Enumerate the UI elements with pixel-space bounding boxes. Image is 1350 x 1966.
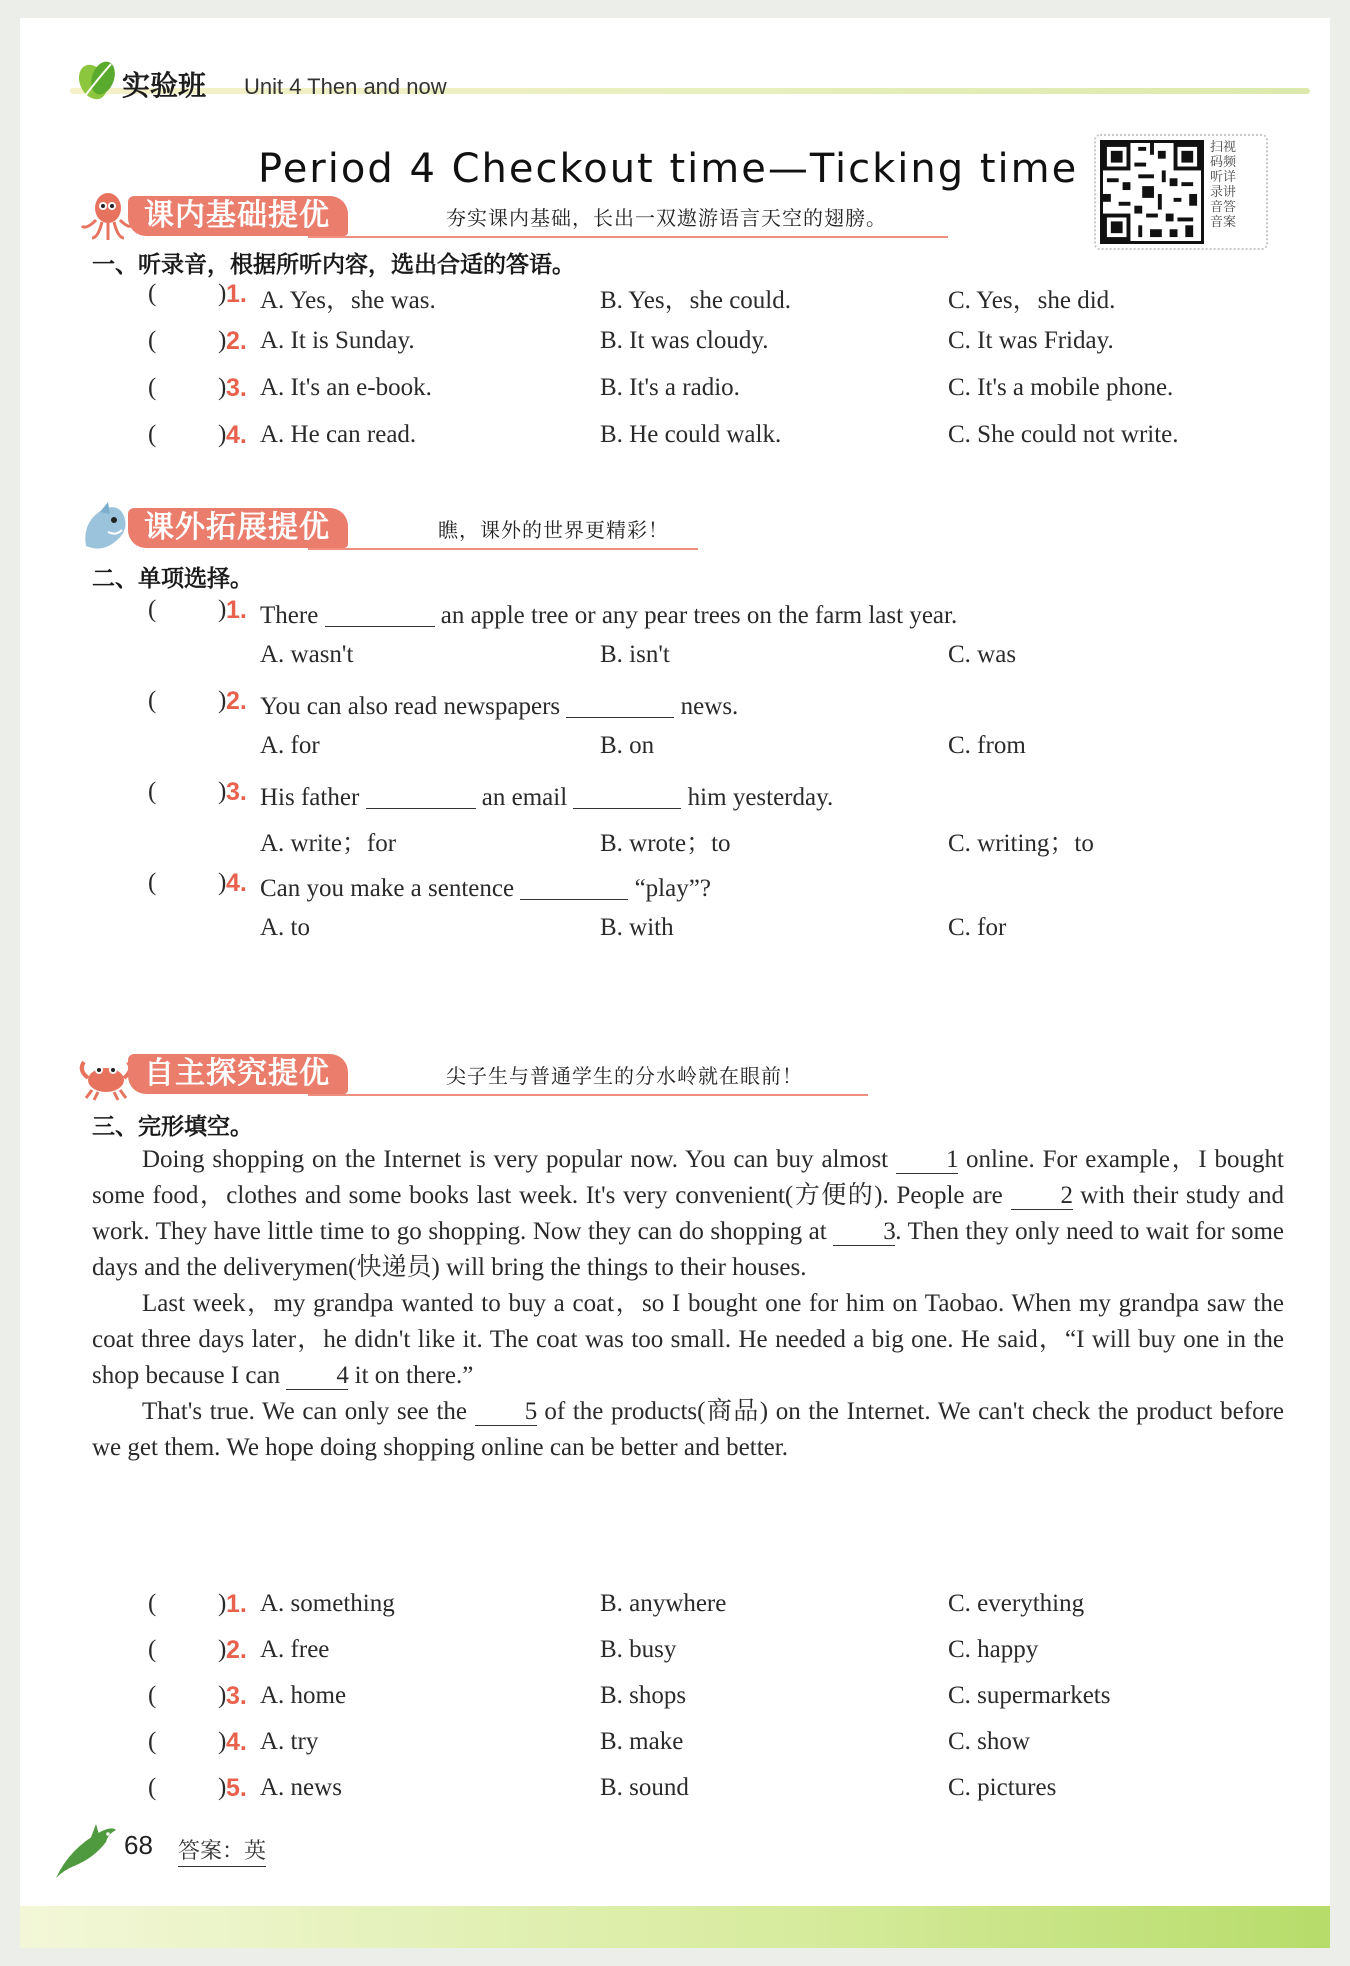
option-a[interactable]: A. Yes，she was. (260, 287, 436, 314)
section-tag: 自主探究提优 (128, 1054, 348, 1094)
qr-caption-line: 听详 (1210, 170, 1237, 185)
answer-paren-close: ) (218, 1636, 227, 1663)
question-stem (260, 596, 957, 630)
answer-paren-open[interactable]: ( (148, 1636, 157, 1663)
answer-paren-open[interactable]: ( (148, 869, 157, 896)
option-a[interactable]: A. free (260, 1636, 330, 1663)
passage-text: . Then they only need to wait for some days and the deliverymen(快递员) will bring the things to their houses. (92, 1218, 1284, 1281)
question-number: 3. (226, 374, 247, 402)
answer-paren-open[interactable]: ( (148, 687, 157, 714)
passage-text: That's true. We can only see the (142, 1398, 468, 1425)
option-b[interactable]: B. shops (600, 1682, 687, 1709)
passage-text: online. For example，I bought some food，clothes and some books last week. It's very convenient(方便的). People are (92, 1146, 1285, 1209)
qr-caption-line: 录讲 (1210, 185, 1237, 200)
qr-caption-line: 扫视 (1210, 140, 1237, 155)
answer-paren-close: ) (218, 1682, 227, 1709)
option-b[interactable]: B. Yes，she could. (600, 287, 791, 314)
question-row (20, 327, 1330, 361)
answer-blank[interactable] (566, 691, 674, 718)
option-a[interactable]: A. write；for (260, 830, 397, 857)
answer-paren-close: ) (218, 778, 227, 805)
passage-paragraph (92, 1394, 1284, 1466)
answer-paren-close: ) (218, 280, 227, 307)
question-row (20, 421, 1330, 455)
question-number: 3. (226, 778, 247, 806)
passage-text: of the products(商品) on the Internet. We can't check the product before we get them. We hope doing shopping online can be better and better. (92, 1398, 1285, 1461)
passage-paragraph (92, 1142, 1284, 1286)
answer-paren-close: ) (218, 374, 227, 401)
stem-text: Can you make a sentence (260, 875, 515, 902)
answer-paren-close: ) (218, 1774, 227, 1801)
question-row (20, 778, 1330, 812)
cloze-passage (92, 1142, 1284, 1466)
stem-text: There (260, 602, 319, 629)
section-tag: 课外拓展提优 (128, 508, 348, 548)
option-b[interactable]: B. busy (600, 1636, 677, 1663)
shark-mascot-icon (78, 502, 134, 556)
crab-mascot-icon (78, 1048, 134, 1102)
option-a[interactable]: A. home (260, 1682, 347, 1709)
footer-band (20, 1906, 1330, 1948)
stem-text: “play”? (634, 875, 711, 902)
option-b[interactable]: B. sound (600, 1774, 689, 1801)
question-stem (260, 687, 738, 721)
question-row (20, 280, 1330, 314)
qr-caption-line: 音案 (1210, 215, 1237, 230)
answer-paren-close: ) (218, 1590, 227, 1617)
option-b[interactable]: B. It was cloudy. (600, 327, 769, 354)
answer-paren-open[interactable]: ( (148, 280, 157, 307)
stem-text: an apple tree or any pear trees on the farm last year. (440, 602, 958, 629)
options-row (20, 823, 1330, 857)
options-row (20, 732, 1330, 766)
options-row (20, 641, 1330, 675)
workbook-page (20, 18, 1330, 1948)
option-a[interactable]: A. wasn't (260, 641, 354, 668)
option-a[interactable]: A. It's an e-book. (260, 374, 432, 401)
answer-label: 答案：英 (178, 1834, 266, 1867)
question-row (20, 1728, 1330, 1762)
option-b[interactable]: B. make (600, 1728, 684, 1755)
question-stem (260, 869, 711, 903)
option-b[interactable]: B. He could walk. (600, 421, 782, 448)
page-title: Period 4 Checkout time—Ticking time (258, 146, 1079, 192)
answer-paren-open[interactable]: ( (148, 1590, 157, 1617)
question-number: 2. (226, 687, 247, 715)
answer-paren-open[interactable]: ( (148, 327, 157, 354)
passage-text: Doing shopping on the Internet is very popular now. You can buy almost (142, 1146, 889, 1173)
answer-paren-open[interactable]: ( (148, 778, 157, 805)
answer-paren-close: ) (218, 1728, 227, 1755)
passage-paragraph (92, 1286, 1284, 1394)
answer-blank[interactable] (573, 782, 681, 809)
cloze-blank[interactable]: 1 (896, 1147, 958, 1174)
answer-blank[interactable] (325, 600, 435, 627)
answer-paren-close: ) (218, 687, 227, 714)
page-number: 68 (124, 1830, 153, 1860)
stem-text: an email (481, 784, 568, 811)
option-c[interactable]: C. show (948, 1728, 1030, 1755)
section-slogan: 尖子生与普通学生的分水岭就在眼前！ (446, 1064, 803, 1088)
banner-underline (308, 1094, 868, 1096)
answer-paren-close: ) (218, 869, 227, 896)
section-banner-2 (78, 508, 698, 552)
qr-caption-line: 码频 (1210, 155, 1237, 170)
section-banner-3 (78, 1054, 868, 1098)
option-c[interactable]: C. writing；to (948, 830, 1094, 857)
option-b[interactable]: B. isn't (600, 641, 670, 668)
option-c[interactable]: C. It's a mobile phone. (948, 374, 1174, 401)
answer-paren-open[interactable]: ( (148, 596, 157, 623)
passage-text: with their study and work. They have little time to go shopping. Now they can do shopping at (92, 1182, 1285, 1245)
answer-blank[interactable] (366, 782, 476, 809)
question-number: 4. (226, 1728, 247, 1756)
section-heading: 一、听录音，根据所听内容，选出合适的答语。 (92, 252, 575, 278)
question-number: 1. (226, 280, 247, 308)
qr-code-icon[interactable] (1100, 140, 1204, 244)
banner-underline (308, 236, 948, 238)
option-c[interactable]: C. She could not write. (948, 421, 1179, 448)
question-number: 5. (226, 1774, 247, 1802)
banner-underline (308, 548, 698, 550)
section-slogan: 夯实课内基础，长出一双遨游语言天空的翅膀。 (446, 206, 887, 230)
option-b[interactable]: B. It's a radio. (600, 374, 740, 401)
question-row (20, 1590, 1330, 1624)
stem-text: His father (260, 784, 360, 811)
option-a[interactable]: A. He can read. (260, 421, 417, 448)
question-row (20, 687, 1330, 721)
section-heading: 三、完形填空。 (92, 1114, 253, 1140)
question-row (20, 1774, 1330, 1808)
option-c[interactable]: C. from (948, 732, 1026, 759)
option-c[interactable]: C. for (948, 914, 1007, 941)
question-row (20, 374, 1330, 408)
question-number: 1. (226, 596, 247, 624)
option-a[interactable]: A. try (260, 1728, 319, 1755)
question-number: 4. (226, 421, 247, 449)
section-banner-1 (78, 196, 948, 240)
answer-paren-open[interactable]: ( (148, 374, 157, 401)
answer-paren-close: ) (218, 596, 227, 623)
leaf-logo-icon (75, 56, 121, 102)
cloze-blank[interactable]: 2 (1011, 1183, 1073, 1210)
answer-blank[interactable] (520, 873, 628, 900)
option-c[interactable]: C. Yes，she did. (948, 287, 1116, 314)
passage-text: Last week，my grandpa wanted to buy a coat，so I bought one for him on Taobao. When my grandpa saw the coat three days later，he didn't like it. The coat was too small. He needed a big one. He said，“I will buy one in the shop because I can (92, 1290, 1284, 1389)
option-c[interactable]: C. was (948, 641, 1017, 668)
answer-paren-open[interactable]: ( (148, 421, 157, 448)
question-number: 2. (226, 1636, 247, 1664)
qr-caption-line: 音答 (1210, 200, 1237, 215)
option-b[interactable]: B. anywhere (600, 1590, 727, 1617)
squid-mascot-icon (78, 190, 134, 244)
section-tag: 课内基础提优 (128, 196, 348, 236)
brand-name: 实验班 (122, 69, 207, 102)
question-row (20, 596, 1330, 630)
unit-title: Unit 4 Then and now (244, 74, 447, 99)
section-heading: 二、单项选择。 (92, 566, 253, 592)
option-b[interactable]: B. wrote；to (600, 830, 731, 857)
option-a[interactable]: A. to (260, 914, 310, 941)
option-a[interactable]: A. news (260, 1774, 342, 1801)
qr-caption (1210, 140, 1250, 230)
question-row (20, 1682, 1330, 1716)
answer-paren-close: ) (218, 421, 227, 448)
stem-text: news. (680, 693, 739, 720)
question-row (20, 1636, 1330, 1670)
option-a[interactable]: A. It is Sunday. (260, 327, 415, 354)
options-row (20, 914, 1330, 948)
cloze-blank[interactable]: 4 (286, 1363, 348, 1390)
stem-text: You can also read newspapers (260, 693, 561, 720)
option-a[interactable]: A. something (260, 1590, 395, 1617)
section-slogan: 瞧，课外的世界更精彩！ (438, 518, 669, 542)
question-number: 2. (226, 327, 247, 355)
question-number: 4. (226, 869, 247, 897)
answer-paren-close: ) (218, 327, 227, 354)
cloze-blank[interactable]: 5 (475, 1399, 537, 1426)
option-c[interactable]: C. pictures (948, 1774, 1057, 1801)
passage-text: it on there.” (354, 1362, 474, 1389)
cloze-blank[interactable]: 3 (833, 1219, 895, 1246)
answer-paren-open[interactable]: ( (148, 1728, 157, 1755)
question-number: 1. (226, 1590, 247, 1618)
option-b[interactable]: B. on (600, 732, 655, 759)
option-c[interactable]: C. It was Friday. (948, 327, 1114, 354)
option-b[interactable]: B. with (600, 914, 674, 941)
dolphin-icon (50, 1818, 122, 1882)
stem-text: him yesterday. (687, 784, 834, 811)
option-c[interactable]: C. happy (948, 1636, 1039, 1663)
question-row (20, 869, 1330, 903)
question-stem (260, 778, 833, 812)
option-c[interactable]: C. supermarkets (948, 1682, 1111, 1709)
question-number: 3. (226, 1682, 247, 1710)
option-c[interactable]: C. everything (948, 1590, 1085, 1617)
option-a[interactable]: A. for (260, 732, 320, 759)
answer-paren-open[interactable]: ( (148, 1682, 157, 1709)
answer-paren-open[interactable]: ( (148, 1774, 157, 1801)
